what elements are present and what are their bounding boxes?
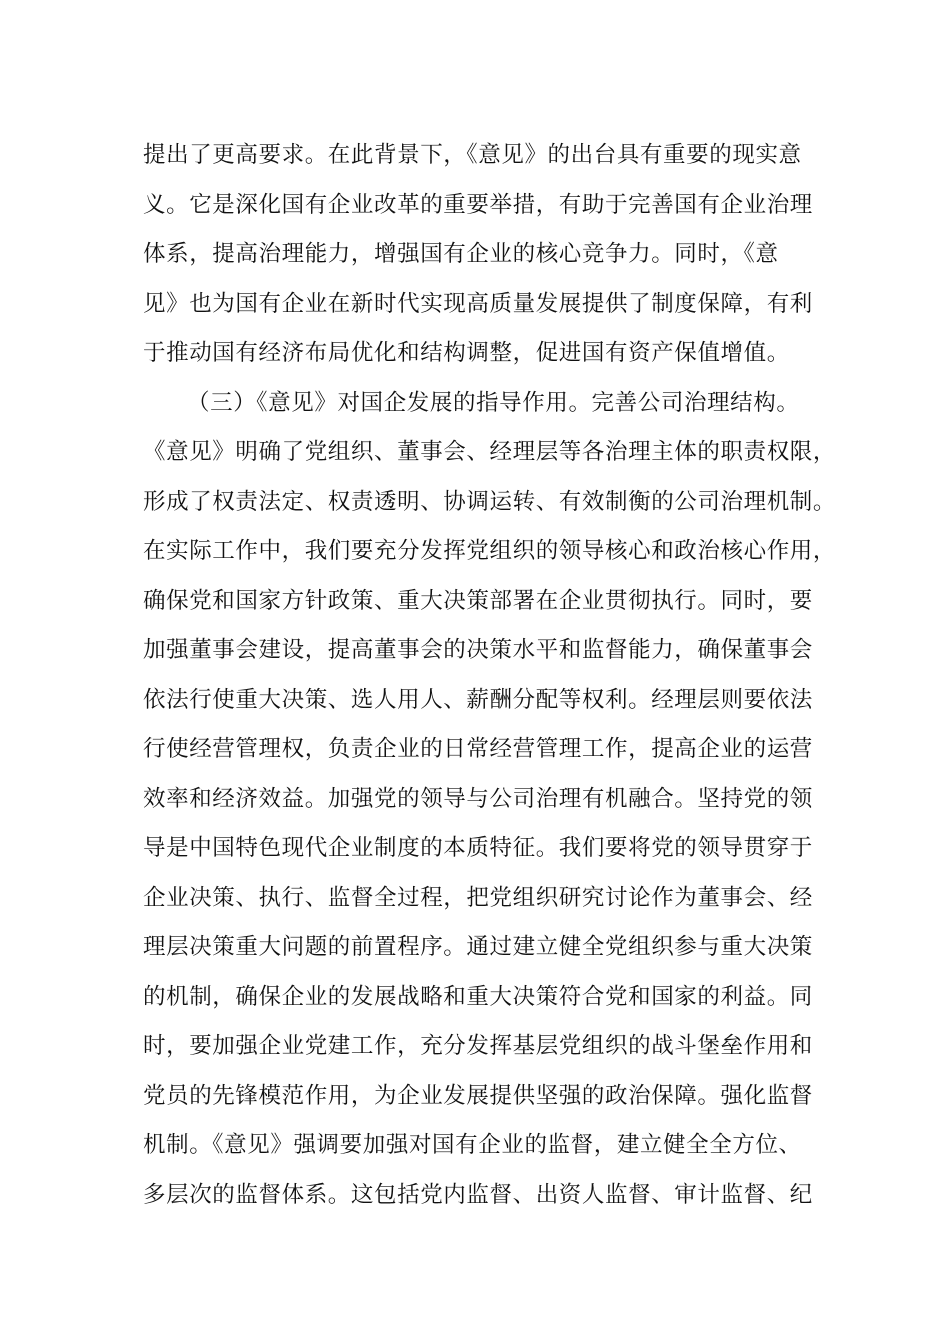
text-line: 行使经营管理权，负责企业的日常经营管理工作，提高企业的运营	[143, 736, 813, 762]
text-line: 多层次的监督体系。这包括党内监督、出资人监督、审计监督、纪	[143, 1181, 813, 1208]
text-line: 依法行使重大决策、选人用人、薪酬分配等权利。经理层则要依法	[143, 686, 813, 713]
text-line: 加强董事会建设，提高董事会的决策水平和监督能力，确保董事会	[143, 637, 813, 663]
text-line: 机制。《意见》强调要加强对国有企业的监督，建立健全全方位、	[143, 1132, 802, 1158]
text-line: 时，要加强企业党建工作，充分发挥基层党组织的战斗堡垒作用和	[143, 1033, 813, 1059]
section-heading-line: （三）《意见》对国企发展的指导作用。完善公司治理结构。	[187, 389, 800, 416]
text-line: 确保党和国家方针政策、重大决策部署在企业贯彻执行。同时，要	[143, 587, 813, 614]
text-line: 义。它是深化国有企业改革的重要举措，有助于完善国有企业治理	[143, 191, 813, 218]
text-line: 党员的先锋模范作用，为企业发展提供坚强的政治保障。强化监督	[143, 1082, 813, 1109]
text-line: 见》也为国有企业在新时代实现高质量发展提供了制度保障，有利	[143, 290, 813, 317]
text-line: 理层决策重大问题的前置程序。通过建立健全党组织参与重大决策	[143, 934, 813, 960]
text-line: 导是中国特色现代企业制度的本质特征。我们要将党的领导贯穿于	[143, 835, 813, 861]
text-line: 提出了更高要求。在此背景下，《意见》的出台具有重要的现实意	[143, 142, 802, 168]
text-line: 的机制，确保企业的发展战略和重大决策符合党和国家的利益。同	[143, 983, 813, 1010]
body-text	[143, 131, 837, 1220]
text-line: 于推动国有经济布局优化和结构调整，促进国有资产保值增值。	[143, 340, 790, 366]
text-line: 体系，提高治理能力，增强国有企业的核心竞争力。同时，《意	[143, 241, 779, 267]
text-line: 效率和经济效益。加强党的领导与公司治理有机融合。坚持党的领	[143, 785, 813, 812]
text-line: 形成了权责法定、权责透明、协调运转、有效制衡的公司治理机制。	[143, 488, 837, 515]
text-line: 《意见》明确了党组织、董事会、经理层等各治理主体的职责权限，	[143, 439, 837, 465]
text-line: 在实际工作中，我们要充分发挥党组织的领导核心和政治核心作用，	[143, 538, 837, 564]
text-line: 企业决策、执行、监督全过程，把党组织研究讨论作为董事会、经	[143, 884, 813, 911]
